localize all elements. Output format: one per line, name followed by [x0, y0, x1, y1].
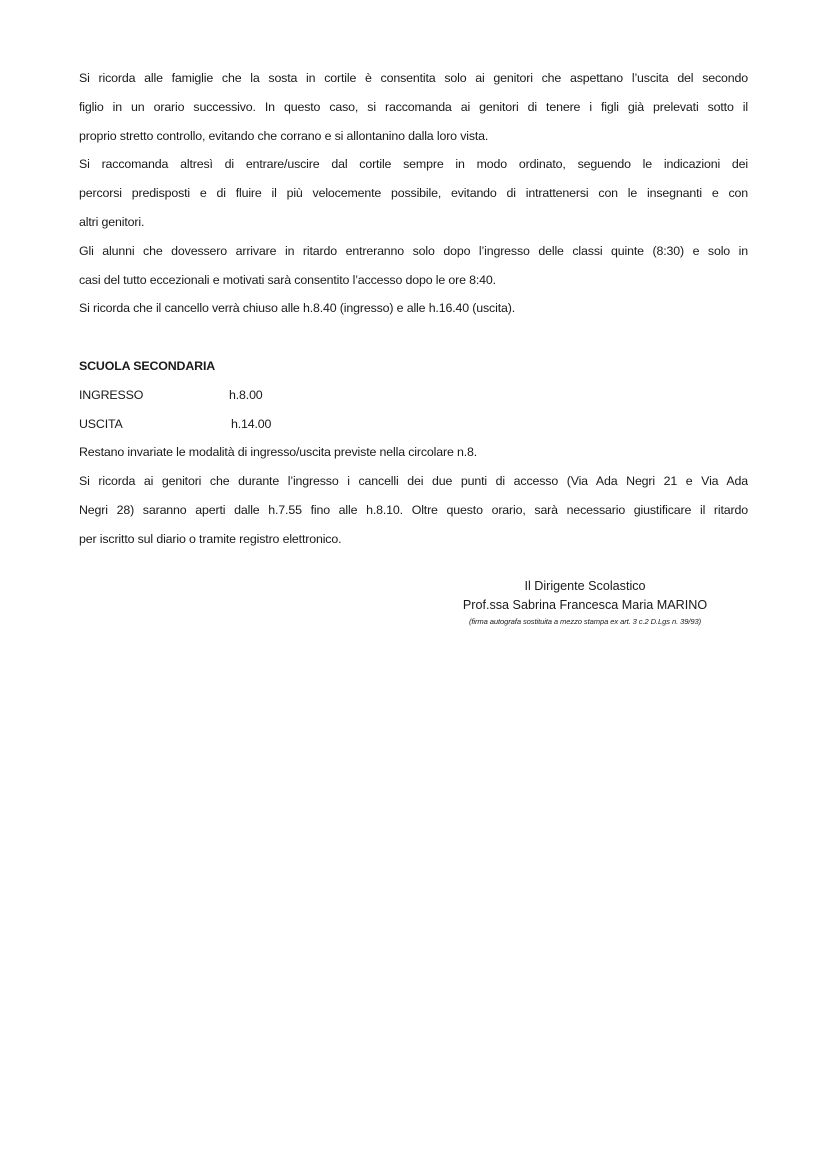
- document-body: [79, 68, 748, 558]
- text-line: Si raccomanda altresì di entrare/uscire dal cortile sempre in modo ordinato, seguendo le indicazioni dei: [79, 157, 748, 172]
- schedule-row-uscita: [79, 414, 748, 443]
- note-modalita: Restano invariate le modalità di ingresso/uscita previste nella circolare n.8.: [79, 445, 478, 460]
- text-line: casi del tutto eccezionali e motivati sarà consentito l’accesso dopo le ore 8:40.: [79, 272, 496, 287]
- paragraph-sosta-cortile: [79, 68, 748, 154]
- text-line: altri genitori.: [79, 214, 145, 229]
- paragraph-cancello: [79, 298, 748, 327]
- text-line: percorsi predisposti e di fluire il più velocemente possibile, evitando di intrattenersi con le insegnanti e con: [79, 186, 748, 201]
- signature-role: Il Dirigente Scolastico: [524, 579, 646, 593]
- blank-line: [79, 327, 748, 356]
- signature-block: [420, 577, 750, 629]
- text-line: per iscritto sul diario o tramite registro elettronico.: [79, 531, 342, 546]
- signature-name: Prof.ssa Sabrina Francesca Maria MARINO: [462, 598, 708, 612]
- schedule-time: h.14.00: [231, 416, 272, 431]
- section-scuola-secondaria: [79, 356, 748, 558]
- schedule-label: USCITA: [79, 416, 123, 431]
- paragraph-ordine-cortile: [79, 154, 748, 240]
- paragraph-cancelli-secondaria: [79, 471, 748, 557]
- text-line: Gli alunni che dovessero arrivare in ritardo entreranno solo dopo l’ingresso delle classi quinte (8:30) e solo in: [79, 243, 748, 258]
- text-line: Si ricorda ai genitori che durante l’ingresso i cancelli dei due punti di accesso (Via Ada Negri 21 e Via Ada: [79, 474, 748, 489]
- schedule-label: INGRESSO: [79, 387, 144, 402]
- text-line: Negri 28) saranno aperti dalle h.7.55 fino alle h.8.10. Oltre questo orario, sarà necessario giustificare il ritardo: [79, 502, 748, 517]
- text-line: proprio stretto controllo, evitando che corrano e si allontanino dalla loro vista.: [79, 128, 489, 143]
- text-line: Si ricorda alle famiglie che la sosta in cortile è consentita solo ai genitori che aspettano l’uscita del secondo: [79, 71, 748, 85]
- schedule-time: h.8.00: [229, 387, 263, 402]
- section-heading: SCUOLA SECONDARIA: [79, 358, 216, 373]
- text-line: figlio in un orario successivo. In questo caso, si raccomanda ai genitori di tenere i figli già prelevati sotto il: [79, 99, 748, 114]
- paragraph-ritardi: [79, 241, 748, 299]
- text-line: Si ricorda che il cancello verrà chiuso alle h.8.40 (ingresso) e alle h.16.40 (uscita).: [79, 301, 515, 316]
- signature-note: (firma autografa sostituita a mezzo stampa ex art. 3 c.2 D.Lgs n. 39/93): [468, 617, 702, 626]
- schedule-row-ingresso: [79, 385, 748, 414]
